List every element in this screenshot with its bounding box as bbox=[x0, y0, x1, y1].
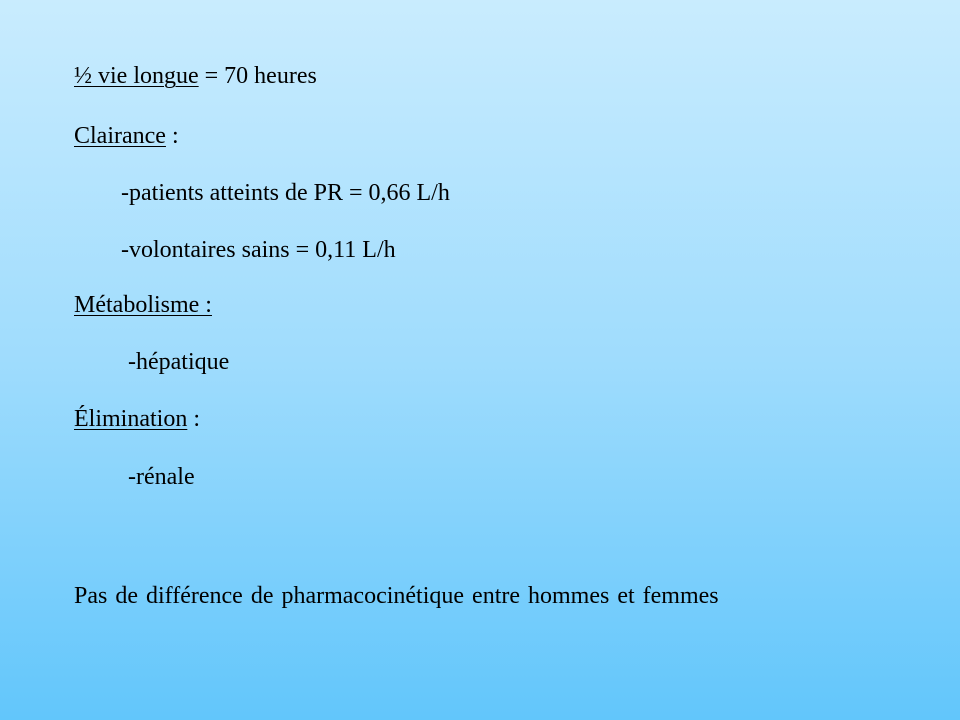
metabolism-item: -hépatique bbox=[128, 349, 230, 375]
half-life-label: ½ vie longue bbox=[74, 63, 199, 89]
pharmacokinetics-note: Pas de différence de pharmacocinétique entre hommes et femmes bbox=[74, 583, 719, 609]
clearance-label: Clairance bbox=[74, 123, 166, 149]
clearance-suffix: : bbox=[165, 123, 179, 149]
clearance-healthy-item: -volontaires sains = 0,11 L/h bbox=[121, 237, 396, 263]
metabolism-label: Métabolisme : bbox=[74, 292, 212, 318]
clearance-ra-item: -patients atteints de PR = 0,66 L/h bbox=[121, 180, 450, 206]
elimination-suffix: : bbox=[187, 406, 200, 432]
clearance-heading bbox=[74, 122, 179, 150]
elimination-item: -rénale bbox=[128, 464, 195, 490]
elimination-heading bbox=[74, 405, 200, 433]
half-life-value: = 70 heures bbox=[198, 63, 317, 89]
elimination-label: Élimination bbox=[74, 406, 188, 432]
metabolism-heading bbox=[74, 291, 212, 319]
half-life-line bbox=[74, 62, 317, 90]
